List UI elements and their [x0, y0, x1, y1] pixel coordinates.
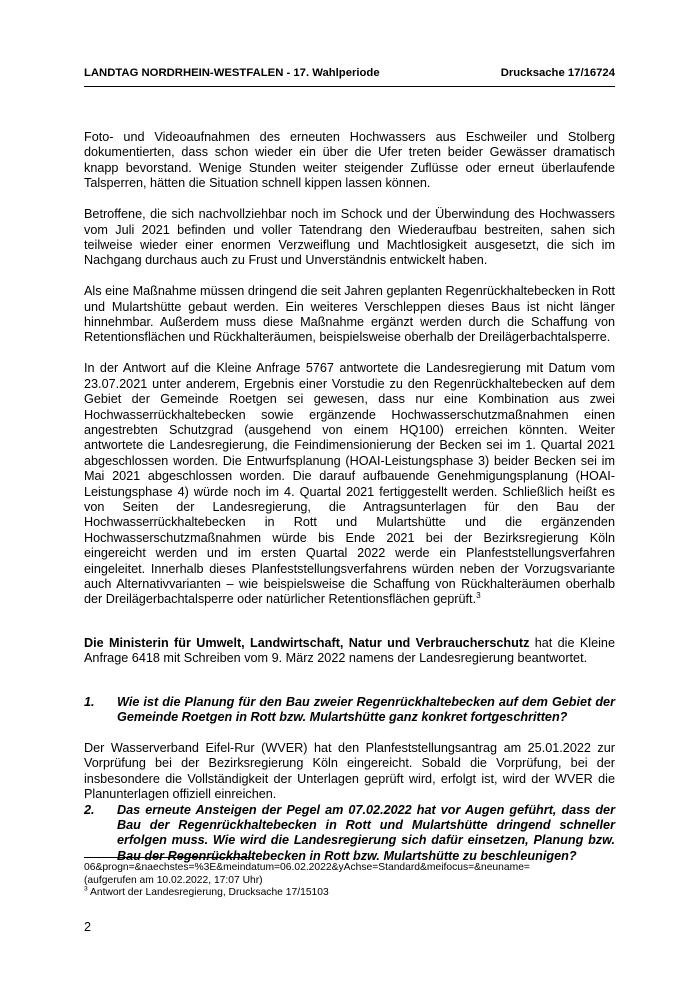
paragraph-2: Betroffene, die sich nachvollziehbar noch im Schock und der Überwindung des Hochwassers vom Juli 2021 befinden und voller Tatendrang den Wiederaufbau bestreiten, sahen sich teilweise wieder einer enormen Verzweiflung und Machtlosigkeit ausgesetzt, die sich im Nachgang durchaus auch zu Frust und Unverständnis entwickelt haben.: [84, 207, 615, 268]
question-2: [84, 803, 615, 865]
footnote-access-date: (aufgerufen am 10.02.2022, 17:07 Uhr): [84, 874, 263, 886]
paragraph-4-text: In der Antwort auf die Kleine Anfrage 5767 antwortete die Landesregierung mit Datum vom 23.07.2021 unter anderem, Ergebnis einer Vorstudie zu den Regenrückhaltebecken auf dem Gebiet der Gemeinde Roetgen sei gewesen, dass nur eine Kombination aus zwei Hochwasserrückhaltebecken sowie ergänzende Hochwasserschutzmaßnahmen einen angestrebten Schutzgrad (ausgehend von einem HQ100) erreichen könnten. Weiter antwortete die Landesregierung, die Feindimensionierung der Becken sei im 1. Quartal 2021 abgeschlossen worden. Die Entwurfsplanung (HOAI-Leistungsphase 3) beider Becken sei im Mai 2021 abgeschlossen worden. Die darauf aufbauende Genehmigungsplanung (HOAI-Leistungsphase 4) würde noch im 4. Quartal 2021 fertiggestellt werden. Schließlich heißt es von Seiten der Landesregierung, die Antragsunterlagen für den Bau der Hochwasserrückhaltebecken in Rott und Mulartshütte und die ergänzenden Hochwasserschutzmaßnahmen würde bis Ende 2021 bei der Bezirksregierung Köln eingereicht werden und im ersten Quartal 2022 werde ein Planfeststellungsverfahren eingeleitet. Innerhalb dieses Planfeststellungsverfahrens würden neben der Vorzugsvariante auch Alternativvarianten – wie beispielsweise die Schaffung von Rückhalteräumen oberhalb der Dreilägerbachtalsperre oder natürlicher Retentionsflächen geprüft.: [84, 361, 615, 607]
header-parliament: LANDTAG NORDRHEIN-WESTFALEN - 17. Wahlperiode: [84, 67, 380, 79]
footnote-divider: [84, 857, 254, 858]
document-body: [84, 130, 615, 864]
question-1-text: Wie ist die Planung für den Bau zweier Regenrückhaltebecken auf dem Gebiet der Gemeinde Roetgen in Rott bzw. Mulartshütte ganz konkret fortgeschritten?: [117, 694, 615, 725]
footnote-url-line: 06&progn=&naechstes=%3E&meindatum=06.02.2022&yAchse=Standard&meifocus=&neuname=: [84, 862, 530, 873]
footnotes: [84, 862, 615, 900]
footnote-ref-3: 3: [476, 591, 481, 601]
question-1: [84, 695, 615, 726]
footnote-3-text: Antwort der Landesregierung, Drucksache 17/15103: [87, 887, 329, 899]
page-number: 2: [84, 920, 92, 934]
header-divider: [84, 86, 615, 87]
answer-1: Der Wasserverband Eifel-Rur (WVER) hat den Planfeststellungsantrag am 25.01.2022 zur Vorprüfung bei der Bezirksregierung Köln eingereicht. Sobald die Vorprüfung, bei der insbesondere die Vollständigkeit der Unterlagen geprüft wird, erfolgt ist, wird der WVER die Planunterlagen offiziell einreichen.: [84, 741, 615, 802]
page-header: [84, 67, 615, 79]
footnote-3-mark: 3: [84, 885, 88, 893]
answer-intro: [84, 636, 615, 667]
paragraph-3: Als eine Maßnahme müssen dringend die seit Jahren geplanten Regenrückhaltebecken in Rott und Mulartshütte gebaut werden. Ein weiteres Verschleppen dieses Baus ist nicht länger hinnehmbar. Außerdem muss diese Maßnahme ergänzt werden durch die Schaffung von Retentionsflächen und Rückhalteräumen, beispielsweise oberhalb der Dreilägerbachtalsperre.: [84, 284, 615, 345]
paragraph-1: Foto- und Videoaufnahmen des erneuten Hochwassers aus Eschweiler und Stolberg dokumentierten, dass schon wieder ein über die Ufer treten beider Gewässer dramatisch knapp bevorstand. Wenige Stunden weiter steigender Zuflüsse oder erneut überlaufende Talsperren, hätten die Situation schnell kippen lassen können.: [84, 130, 615, 191]
minister-title: Die Ministerin für Umwelt, Landwirtschaft, Natur und Verbraucherschutz: [84, 635, 530, 650]
header-document-number: Drucksache 17/16724: [500, 67, 615, 79]
question-2-number: 2.: [84, 802, 95, 817]
footnote-3: [84, 887, 615, 900]
paragraph-4: [84, 361, 615, 608]
question-2-text: Das erneute Ansteigen der Pegel am 07.02.2022 hat vor Augen geführt, dass der Bau der Regenrückhaltebecken in Rott und Mulartshütte dringend schneller erfolgen muss. Wie wird die Landesregierung sich dafür einsetzen, Planung bzw. Bau der Regenrückhaltebecken in Rott bzw. Mulartshütte zu beschleunigen?: [117, 802, 615, 863]
answer-intro-text: hat die Kleine Anfrage 6418 mit Schreiben vom 9. März 2022 namens der Landesregierung beantwortet.: [84, 635, 615, 666]
question-1-number: 1.: [84, 694, 95, 709]
